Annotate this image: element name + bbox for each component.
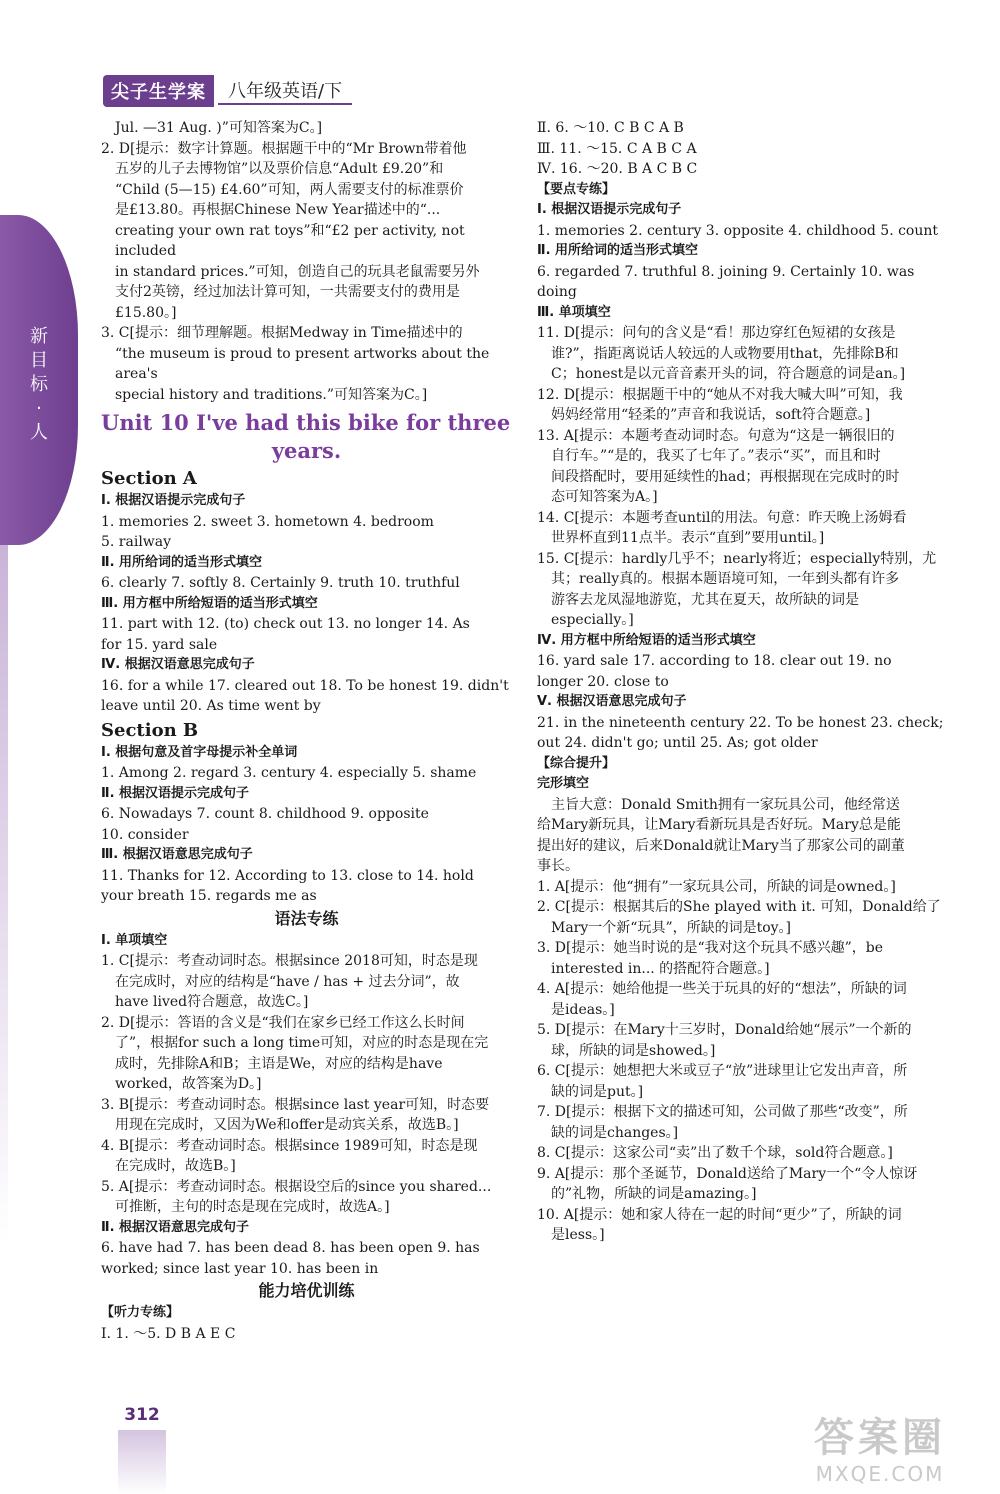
subsection-heading: Ⅲ. 单项填空 — [537, 304, 611, 320]
answer-line: worked，故答案为D。] — [115, 1076, 262, 1092]
watermark-line1: 答案圈 — [814, 1415, 946, 1461]
section-b-title: Section B — [101, 719, 199, 741]
gist-line: 主旨大意：Donald Smith拥有一家玩具公司，他经常送 — [551, 796, 900, 813]
watermark-logo — [765, 1415, 995, 1487]
answer-line: 7. D[提示：根据下文的描述可知，公司做了那些“改变”，所 — [537, 1104, 908, 1120]
answer-line: 5. railway — [101, 534, 172, 550]
answer-line: 6. have had 7. has been dead 8. has been open 9. has — [101, 1240, 480, 1256]
answer-line: 5. A[提示：考查动词时态。根据设空后的since you shared... — [101, 1178, 492, 1195]
side-tab-label: 新目标·人 — [30, 326, 48, 443]
subsection-heading: Ⅱ. 用所给词的适当形式填空 — [101, 554, 263, 570]
ability-training-heading: 能力培优训练 — [258, 1281, 355, 1300]
section-a-title: Section A — [101, 468, 197, 489]
subsection-heading: Ⅱ. 根据汉语提示完成句子 — [101, 785, 250, 801]
answer-line: 世界杯直到11点半。表示“直到”要用until。] — [551, 530, 825, 546]
answer-line: 是£13.80。再根据Chinese New Year描述中的“... — [115, 202, 441, 218]
answer-line: special history and traditions.”可知答案为C。] — [115, 386, 428, 403]
page-number-decoration — [118, 1430, 166, 1494]
answer-line: 在完成时，故选B。] — [115, 1158, 236, 1174]
subsection-heading: Ⅰ. 根据句意及首字母提示补全单词 — [101, 744, 298, 760]
answer-line: especially。] — [551, 612, 634, 628]
answer-line: 1. A[提示：他“拥有”一家玩具公司，所缺的词是owned。] — [537, 878, 896, 895]
subsection-heading: Ⅳ. 用方框中所给短语的适当形式填空 — [537, 632, 756, 648]
answer-line: 五岁的儿子去博物馆”以及票价信息“Adult £9.20”和 — [115, 161, 444, 177]
answer-line: 1. memories 2. sweet 3. hometown 4. bedroom — [101, 513, 434, 530]
watermark-line2: MXQE.COM — [815, 1462, 945, 1486]
answer-line: 妈妈经常用“轻柔的”声音和我说话，soft符合题意。] — [551, 407, 871, 423]
answer-line: 2. C[提示：根据其后的She played with it. 可知，Donald给了 — [537, 899, 941, 915]
answer-line: for 15. yard sale — [101, 636, 218, 653]
answer-line: your breath 15. regards me as — [101, 888, 317, 904]
answer-line: longer 20. close to — [537, 673, 669, 690]
answer-line: 6. clearly 7. softly 8. Certainly 9. truth 10. truthful — [101, 575, 460, 591]
answer-line: 11. Thanks for 12. According to 13. close to 14. hold — [101, 867, 474, 884]
answer-line: 缺的词是put。] — [551, 1083, 644, 1100]
gist-line: 事长。 — [537, 858, 579, 874]
answer-line: 21. in the nineteenth century 22. To be honest 23. check; — [537, 714, 944, 731]
answer-line: 3. D[提示：她当时说的是“我对这个玩具不感兴趣”，be — [537, 940, 884, 956]
answer-line: 8. C[提示：这家公司“卖”出了数千个球，sold符合题意。] — [537, 1145, 893, 1161]
answer-line: 的”礼物，所缺的词是amazing。] — [551, 1186, 757, 1202]
answer-line: 是ideas。] — [551, 1001, 615, 1018]
answer-line: 11. part with 12. (to) check out 13. no longer 14. As — [101, 616, 470, 632]
answer-line: Ⅰ. 1. ～5. D B A E C — [101, 1325, 236, 1342]
book-brand: 尖子生学案 — [103, 75, 214, 107]
answer-line: 12. D[提示：根据题干中的“她从不对我大喊大叫”可知，我 — [537, 386, 903, 403]
answer-line: “Child (5—15) £4.60”可知，两人需要支付的标准票价 — [115, 181, 464, 198]
answer-line: 成时，先排除A和B；主语是We，对应的结构是have — [115, 1055, 443, 1072]
key-points-heading: 【要点专练】 — [537, 181, 616, 197]
answer-line: worked; since last year 10. has been in — [101, 1260, 379, 1277]
answer-line: Jul. —31 Aug. )”可知答案为C。] — [115, 120, 323, 136]
subsection-heading: Ⅲ. 根据汉语意思完成句子 — [101, 847, 253, 862]
unit-title — [101, 409, 512, 465]
answer-line: 11. D[提示：问句的含义是“看！那边穿红色短裙的女孩是 — [537, 325, 896, 341]
answer-line: leave until 20. As time went by — [101, 698, 321, 714]
answer-line: 用现在完成时，又因为We和offer是动宾关系，故选B。] — [115, 1117, 459, 1133]
answer-line: Ⅳ. 16. ～20. B A C B C — [537, 161, 698, 177]
answer-line: 游客去龙凤湿地游览，尤其在夏天，故所缺的词是 — [551, 591, 859, 608]
answer-line: 支付2英镑，经过加法计算可知，一共需要支付的费用是 — [115, 284, 460, 300]
answer-line: interested in... 的搭配符合题意。] — [551, 960, 770, 977]
answer-line: C；honest是以元音音素开头的词，符合题意的词是an。] — [551, 366, 906, 382]
unit-title-line1: Unit 10 I've had this bike for three — [101, 410, 511, 435]
answer-line: 13. A[提示：本题考查动词时态。句意为“这是一辆很旧的 — [537, 427, 895, 444]
page-number: 312 — [124, 1405, 160, 1425]
answer-line: 16. for a while 17. cleared out 18. To be honest 19. didn't — [101, 677, 509, 694]
unit-title-line2: years. — [271, 438, 342, 463]
gist-line: 提出好的建议，后来Donald就让Mary当了那家公司的副董 — [537, 837, 905, 854]
answer-line: 是less。] — [551, 1227, 605, 1243]
answer-line: 6. C[提示：她想把大米或豆子“放”进球里让它发出声音，所 — [537, 1063, 908, 1079]
right-column — [537, 118, 950, 1246]
answer-line: 15. C[提示：hardly几乎不；nearly将近；especially特别，尤 — [537, 550, 937, 567]
answer-line: 16. yard sale 17. according to 18. clear out 19. no — [537, 653, 892, 669]
answer-line: creating your own rat toys”和“£2 per activity, not included — [115, 222, 465, 259]
answer-line: 1. Among 2. regard 3. century 4. especially 5. shame — [101, 765, 477, 781]
answer-line: 10. consider — [101, 826, 189, 843]
answer-line: 6. Nowadays 7. count 8. childhood 9. opposite — [101, 806, 429, 822]
answer-line: 4. B[提示：考查动词时态。根据since 1989可知，时态是现 — [101, 1137, 478, 1154]
answer-line: 可推断，主句的时态是现在完成时，故选A。] — [115, 1199, 390, 1215]
answer-line: 缺的词是changes。] — [551, 1124, 679, 1141]
subsection-heading: Ⅱ. 根据汉语意思完成句子 — [101, 1219, 250, 1235]
answer-line: 14. C[提示：本题考查until的用法。句意：昨天晚上汤姆看 — [537, 509, 907, 526]
answer-line: 其；really真的。根据本题语境可知，一年到头都有许多 — [551, 571, 900, 587]
gist-line: 给Mary新玩具，让Mary看新玩具是否好玩。Mary总是能 — [537, 817, 901, 833]
answer-line: 6. regarded 7. truthful 8. joining 9. Certainly 10. was — [537, 263, 915, 280]
answer-line: 谁?”，指距离说话人较远的人或物要用that，先排除B和 — [551, 345, 899, 362]
answer-line: 5. D[提示：在Mary十三岁时，Donald给她“展示”一个新的 — [537, 1022, 912, 1038]
book-subtitle: 八年级英语/下 — [218, 77, 352, 105]
answer-line: 10. A[提示：她和家人待在一起的时间“更少”了，所缺的词 — [537, 1206, 902, 1223]
comprehensive-heading: 【综合提升】 — [537, 755, 616, 771]
answer-line: 3. B[提示：考查动词时态。根据since last year可知，时态要 — [101, 1096, 490, 1113]
subsection-heading: Ⅱ. 用所给词的适当形式填空 — [537, 243, 699, 258]
subsection-heading: Ⅰ. 根据汉语提示完成句子 — [101, 493, 246, 508]
subsection-heading: Ⅲ. 用方框中所给短语的适当形式填空 — [101, 595, 318, 611]
answer-line: 自行车。”“是的，我买了七年了。”表示“买”，而且和时 — [551, 448, 881, 464]
answer-line: 4. A[提示：她给他提一些关于玩具的好的“想法”，所缺的词 — [537, 981, 907, 997]
answer-line: Ⅲ. 11. ～15. C A B C A — [537, 140, 697, 157]
subsection-heading: Ⅰ. 单项填空 — [101, 932, 168, 948]
answer-line: 态可知答案为A。] — [551, 489, 658, 505]
page-header — [103, 76, 352, 106]
grammar-practice-heading: 语法专练 — [274, 908, 339, 928]
subsection-heading: Ⅴ. 根据汉语意思完成句子 — [537, 694, 687, 709]
answer-line: 球，所缺的词是showed。] — [551, 1042, 716, 1059]
answer-line: 间段搭配时，要用延续性的had；再根据现在完成时的时 — [551, 468, 900, 485]
listening-practice-heading: 【听力专练】 — [101, 1305, 180, 1320]
left-column — [101, 118, 512, 1344]
answer-line: Mary一个新“玩具”，所缺的词是toy。] — [551, 919, 792, 936]
answer-line: 3. C[提示：细节理解题。根据Medway in Time描述中的 — [101, 325, 463, 341]
answer-line: have lived符合题意，故选C。] — [115, 994, 309, 1010]
side-bar-decoration — [0, 545, 8, 1245]
subsection-heading: Ⅳ. 根据汉语意思完成句子 — [101, 657, 255, 672]
answer-line: 9. A[提示：那个圣诞节，Donald送给了Mary一个“令人惊讶 — [537, 1165, 918, 1182]
answer-line: out 24. didn't go; until 25. As; got older — [537, 735, 818, 751]
answer-line: 在完成时，对应的结构是“have / has + 过去分词”，故 — [115, 973, 460, 990]
answer-line: “the museum is proud to present artworks about the area's — [115, 345, 490, 382]
answer-line: Ⅱ. 6. ～10. C B C A B — [537, 120, 684, 136]
answer-line: 2. D[提示：数字计算题。根据题干中的“Mr Brown带着他 — [101, 140, 467, 157]
cloze-heading: 完形填空 — [537, 776, 590, 791]
answer-line: in standard prices.”可知，创造自己的玩具老鼠需要另外 — [115, 263, 480, 280]
subsection-heading: Ⅰ. 根据汉语提示完成句子 — [537, 202, 682, 217]
answer-line: £15.80。] — [115, 304, 177, 321]
answer-line: 1. memories 2. century 3. opposite 4. childhood 5. count — [537, 222, 939, 239]
answer-line: 2. D[提示：答语的含义是“我们在家乡已经工作这么长时间 — [101, 1014, 465, 1031]
answer-line: 1. C[提示：考查动词时态。根据since 2018可知，时态是现 — [101, 953, 478, 969]
answer-line: 了”，根据for such a long time可知，对应的时态是现在完 — [115, 1035, 489, 1051]
answer-line: doing — [537, 284, 577, 300]
